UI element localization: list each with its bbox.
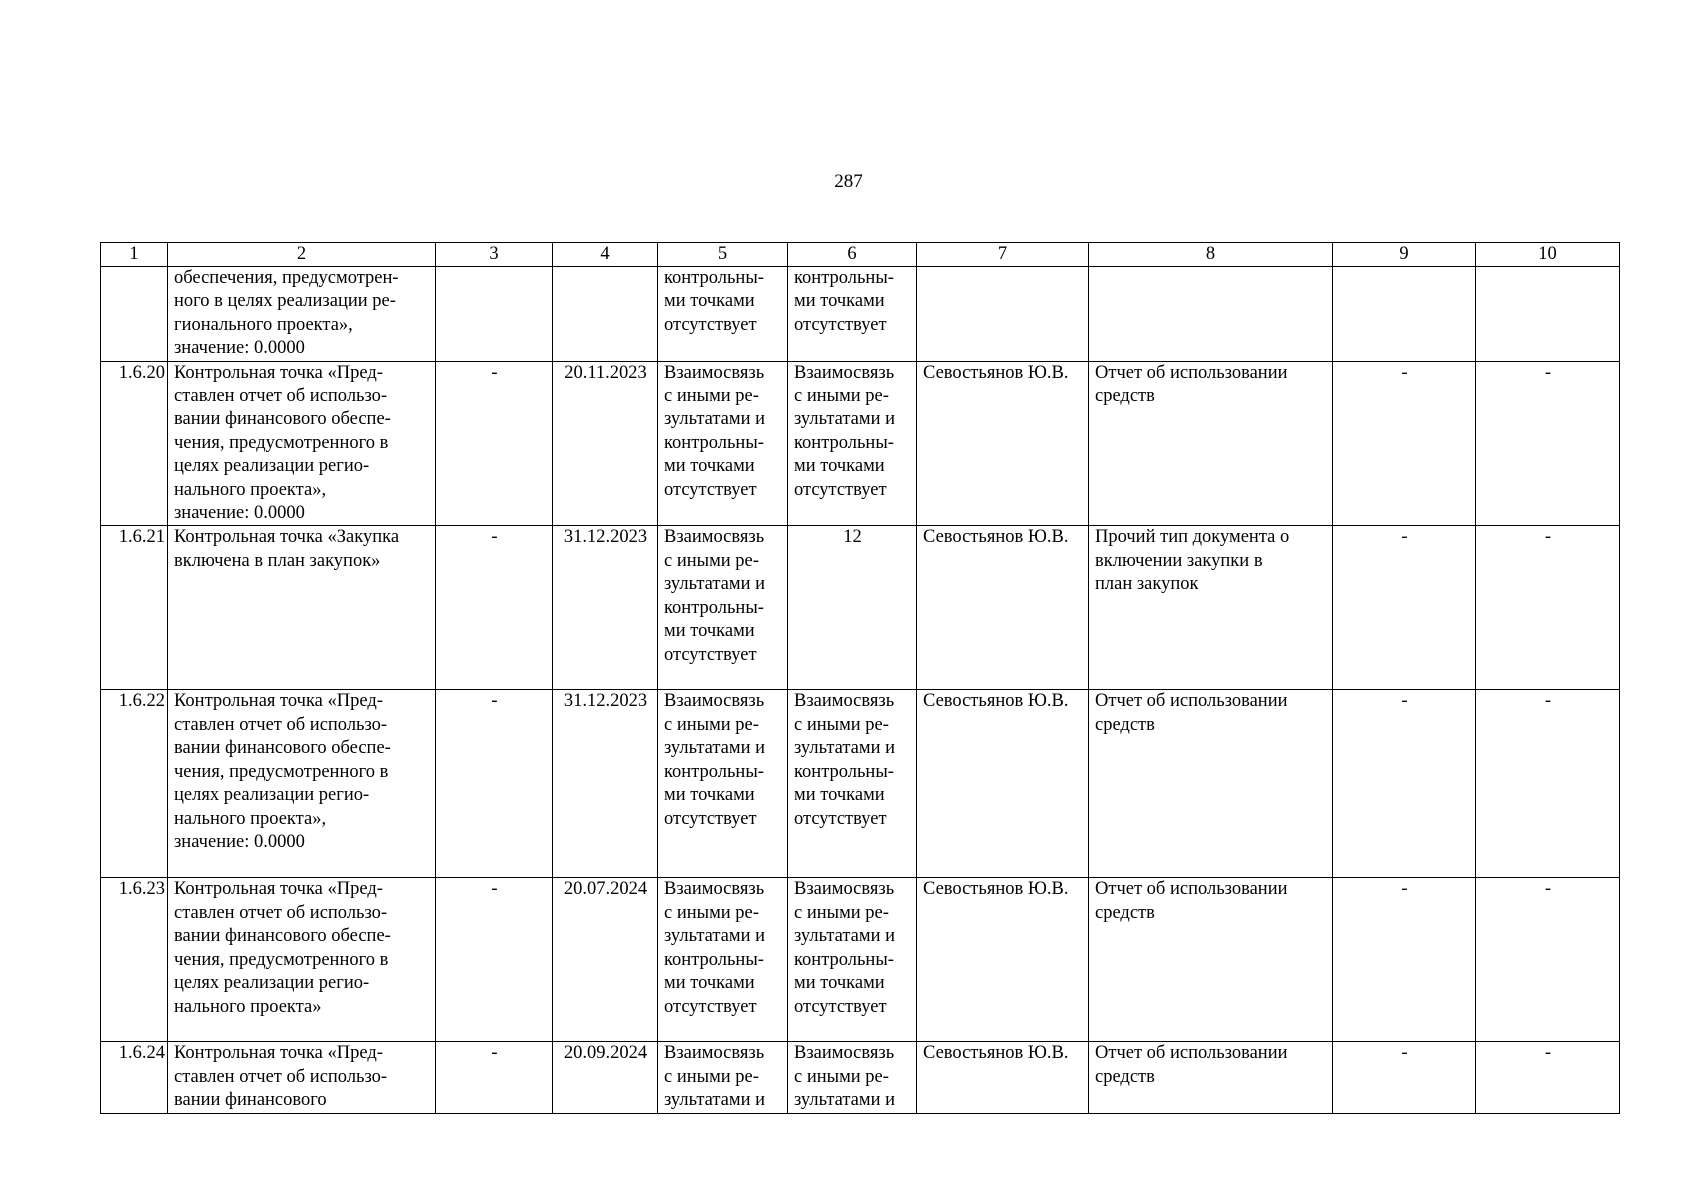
column-6-value-line: зультатами и bbox=[794, 409, 896, 430]
column-6-value-line: с иными ре- bbox=[794, 386, 889, 407]
column-10-value: - bbox=[1476, 361, 1620, 526]
column-6-value-line: с иными ре- bbox=[794, 714, 889, 735]
column-number: 9 bbox=[1333, 243, 1476, 267]
document-type-line: Отчет об использовании bbox=[1095, 691, 1288, 712]
column-number: 1 bbox=[101, 243, 168, 267]
column-6-value bbox=[788, 267, 917, 362]
column-5-value bbox=[658, 526, 788, 690]
column-5-value bbox=[658, 878, 788, 1042]
control-point-name-line: нального проекта», bbox=[174, 479, 327, 500]
column-6-value-line: отсутствует bbox=[794, 808, 887, 829]
column-6-value bbox=[788, 361, 917, 526]
control-point-name bbox=[168, 690, 436, 878]
column-number-row bbox=[101, 243, 1620, 267]
column-6-value-line: отсутствует bbox=[794, 314, 887, 335]
control-point-name-line: обеспечения, предусмотрен- bbox=[174, 268, 399, 288]
document-type-line: средств bbox=[1095, 386, 1155, 407]
document-type-line: Отчет об использовании bbox=[1095, 362, 1288, 383]
column-6-value bbox=[788, 526, 917, 690]
column-6-value-line: контрольны- bbox=[794, 432, 894, 453]
responsible-person bbox=[917, 267, 1089, 362]
control-point-name-line: целях реализации регио- bbox=[174, 456, 370, 477]
column-3-value: - bbox=[436, 361, 553, 526]
column-6-value-line: ми точками bbox=[794, 785, 885, 806]
column-5-value-line: отсутствует bbox=[664, 314, 757, 335]
column-5-value-line: с иными ре- bbox=[664, 550, 759, 571]
control-point-name bbox=[168, 267, 436, 362]
column-9-value: - bbox=[1333, 878, 1476, 1042]
row-number: 1.6.22 bbox=[101, 690, 168, 878]
column-3-value: - bbox=[436, 1042, 553, 1113]
document-type-line: Отчет об использовании bbox=[1095, 1043, 1288, 1064]
control-point-name-line: Контрольная точка «Пред- bbox=[174, 879, 383, 900]
column-5-value bbox=[658, 361, 788, 526]
column-number: 8 bbox=[1089, 243, 1333, 267]
row-number: 1.6.20 bbox=[101, 361, 168, 526]
document-type-line: план закупок bbox=[1095, 574, 1199, 595]
control-point-name-line: нального проекта» bbox=[174, 996, 322, 1017]
column-5-value bbox=[658, 690, 788, 878]
column-9-value: - bbox=[1333, 526, 1476, 690]
column-10-value bbox=[1476, 267, 1620, 362]
control-point-name-line: включена в план закупок» bbox=[174, 550, 381, 571]
due-date: 31.12.2023 bbox=[553, 690, 658, 878]
column-number: 7 bbox=[917, 243, 1089, 267]
due-date: 20.09.2024 bbox=[553, 1042, 658, 1113]
column-5-value-line: с иными ре- bbox=[664, 714, 759, 735]
column-5-value-line: ми точками bbox=[664, 456, 755, 477]
column-number: 2 bbox=[168, 243, 436, 267]
control-point-name-line: вании финансового обеспе- bbox=[174, 409, 391, 430]
table-row bbox=[101, 526, 1620, 690]
column-5-value-line: отсутствует bbox=[664, 479, 757, 500]
column-6-value bbox=[788, 690, 917, 878]
column-5-value-line: зультатами и bbox=[664, 574, 766, 595]
column-5-value-line: ми точками bbox=[664, 291, 755, 312]
column-5-value-line: отсутствует bbox=[664, 644, 757, 665]
control-point-name-line: ставлен отчет об использо- bbox=[174, 386, 388, 407]
column-6-value-line: ми точками bbox=[794, 456, 885, 477]
control-point-name-line: целях реализации регио- bbox=[174, 973, 370, 994]
column-3-value bbox=[436, 267, 553, 362]
row-number: 1.6.23 bbox=[101, 878, 168, 1042]
control-point-name-line: чения, предусмотренного в bbox=[174, 761, 389, 782]
control-point-name-line: Контрольная точка «Пред- bbox=[174, 1043, 383, 1064]
column-10-value: - bbox=[1476, 526, 1620, 690]
control-point-name-line: Контрольная точка «Пред- bbox=[174, 691, 383, 712]
column-5-value-line: Взаимосвязь bbox=[664, 527, 765, 548]
column-6-value-line: 12 bbox=[843, 527, 862, 548]
column-3-value: - bbox=[436, 690, 553, 878]
control-point-name-line: ставлен отчет об использо- bbox=[174, 902, 388, 923]
column-6-value-line: контрольны- bbox=[794, 268, 894, 288]
document-type bbox=[1089, 1042, 1333, 1113]
control-point-name-line: Контрольная точка «Пред- bbox=[174, 362, 383, 383]
column-5-value-line: ми точками bbox=[664, 973, 755, 994]
control-points-table bbox=[100, 242, 1620, 1114]
column-number: 10 bbox=[1476, 243, 1620, 267]
column-5-value-line: ми точками bbox=[664, 785, 755, 806]
column-5-value-line: контрольны- bbox=[664, 761, 764, 782]
table-row bbox=[101, 267, 1620, 362]
row-number bbox=[101, 267, 168, 362]
control-point-name-line: Контрольная точка «Закупка bbox=[174, 527, 400, 548]
column-10-value: - bbox=[1476, 690, 1620, 878]
due-date: 20.11.2023 bbox=[553, 361, 658, 526]
control-point-name-line: ставлен отчет об использо- bbox=[174, 714, 388, 735]
document-type bbox=[1089, 267, 1333, 362]
column-6-value-line: отсутствует bbox=[794, 479, 887, 500]
column-5-value-line: зультатами и bbox=[664, 926, 766, 947]
column-5-value-line: Взаимосвязь bbox=[664, 362, 765, 383]
document-type bbox=[1089, 361, 1333, 526]
column-10-value: - bbox=[1476, 878, 1620, 1042]
column-6-value-line: контрольны- bbox=[794, 949, 894, 970]
control-point-name-line: вании финансового обеспе- bbox=[174, 738, 391, 759]
control-point-name-line: нального проекта», bbox=[174, 808, 327, 829]
column-5-value bbox=[658, 1042, 788, 1113]
column-9-value: - bbox=[1333, 1042, 1476, 1113]
column-number: 6 bbox=[788, 243, 917, 267]
control-point-name bbox=[168, 878, 436, 1042]
column-6-value-line: Взаимосвязь bbox=[794, 691, 895, 712]
column-5-value-line: Взаимосвязь bbox=[664, 691, 765, 712]
column-6-value-line: зультатами и bbox=[794, 926, 896, 947]
column-6-value-line: Взаимосвязь bbox=[794, 1043, 895, 1064]
control-point-name-line: значение: 0.0000 bbox=[174, 831, 305, 852]
column-5-value-line: контрольны- bbox=[664, 268, 764, 288]
column-3-value: - bbox=[436, 526, 553, 690]
document-type bbox=[1089, 878, 1333, 1042]
column-9-value bbox=[1333, 267, 1476, 362]
column-5-value-line: зультатами и bbox=[664, 409, 766, 430]
due-date bbox=[553, 267, 658, 362]
column-5-value-line: с иными ре- bbox=[664, 386, 759, 407]
column-6-value-line: зультатами и bbox=[794, 738, 896, 759]
column-6-value bbox=[788, 1042, 917, 1113]
document-type-line: включении закупки в bbox=[1095, 550, 1263, 571]
responsible-person: Севостьянов Ю.В. bbox=[917, 361, 1089, 526]
document-type bbox=[1089, 690, 1333, 878]
control-point-name-line: ставлен отчет об использо- bbox=[174, 1066, 388, 1087]
column-6-value-line: Взаимосвязь bbox=[794, 362, 895, 383]
row-number: 1.6.24 bbox=[101, 1042, 168, 1113]
column-3-value: - bbox=[436, 878, 553, 1042]
column-5-value-line: Взаимосвязь bbox=[664, 879, 765, 900]
column-5-value-line: с иными ре- bbox=[664, 1066, 759, 1087]
column-5-value-line: ми точками bbox=[664, 621, 755, 642]
document-type-line: Прочий тип документа о bbox=[1095, 527, 1290, 548]
column-5-value-line: контрольны- bbox=[664, 432, 764, 453]
column-5-value-line: отсутствует bbox=[664, 996, 757, 1017]
control-point-name-line: целях реализации регио- bbox=[174, 785, 370, 806]
column-5-value-line: контрольны- bbox=[664, 597, 764, 618]
row-number: 1.6.21 bbox=[101, 526, 168, 690]
control-point-name-line: значение: 0.0000 bbox=[174, 338, 305, 359]
column-number: 4 bbox=[553, 243, 658, 267]
control-point-name-line: значение: 0.0000 bbox=[174, 503, 305, 524]
due-date: 31.12.2023 bbox=[553, 526, 658, 690]
column-6-value-line: ми точками bbox=[794, 973, 885, 994]
column-6-value-line: отсутствует bbox=[794, 996, 887, 1017]
control-point-name bbox=[168, 361, 436, 526]
column-5-value-line: с иными ре- bbox=[664, 902, 759, 923]
control-point-name bbox=[168, 1042, 436, 1113]
control-point-name-line: вании финансового обеспе- bbox=[174, 926, 391, 947]
column-9-value: - bbox=[1333, 690, 1476, 878]
responsible-person: Севостьянов Ю.В. bbox=[917, 526, 1089, 690]
document-type-line: средств bbox=[1095, 1066, 1155, 1087]
column-5-value-line: отсутствует bbox=[664, 808, 757, 829]
column-5-value-line: зультатами и bbox=[664, 738, 766, 759]
column-5-value-line: зультатами и bbox=[664, 1090, 766, 1111]
control-point-name bbox=[168, 526, 436, 690]
responsible-person: Севостьянов Ю.В. bbox=[917, 878, 1089, 1042]
document-type-line: средств bbox=[1095, 902, 1155, 923]
column-number: 5 bbox=[658, 243, 788, 267]
column-6-value-line: Взаимосвязь bbox=[794, 879, 895, 900]
document-type bbox=[1089, 526, 1333, 690]
control-point-name-line: ного в целях реализации ре- bbox=[174, 291, 396, 312]
control-point-name-line: вании финансового bbox=[174, 1090, 327, 1111]
due-date: 20.07.2024 bbox=[553, 878, 658, 1042]
column-6-value-line: контрольны- bbox=[794, 761, 894, 782]
column-6-value-line: с иными ре- bbox=[794, 1066, 889, 1087]
column-6-value bbox=[788, 878, 917, 1042]
table-row bbox=[101, 1042, 1620, 1113]
column-6-value-line: ми точками bbox=[794, 291, 885, 312]
column-5-value-line: Взаимосвязь bbox=[664, 1043, 765, 1064]
column-6-value-line: с иными ре- bbox=[794, 902, 889, 923]
column-10-value: - bbox=[1476, 1042, 1620, 1113]
table-row bbox=[101, 878, 1620, 1042]
column-5-value-line: контрольны- bbox=[664, 949, 764, 970]
control-point-name-line: чения, предусмотренного в bbox=[174, 432, 389, 453]
responsible-person: Севостьянов Ю.В. bbox=[917, 690, 1089, 878]
page-number: 287 bbox=[834, 171, 863, 192]
column-9-value: - bbox=[1333, 361, 1476, 526]
column-6-value-line: зультатами и bbox=[794, 1090, 896, 1111]
table-row bbox=[101, 690, 1620, 878]
document-type-line: Отчет об использовании bbox=[1095, 879, 1288, 900]
document-type-line: средств bbox=[1095, 714, 1155, 735]
column-5-value bbox=[658, 267, 788, 362]
column-number: 3 bbox=[436, 243, 553, 267]
responsible-person: Севостьянов Ю.В. bbox=[917, 1042, 1089, 1113]
table-row bbox=[101, 361, 1620, 526]
control-point-name-line: гионального проекта», bbox=[174, 314, 353, 335]
control-point-name-line: чения, предусмотренного в bbox=[174, 949, 389, 970]
